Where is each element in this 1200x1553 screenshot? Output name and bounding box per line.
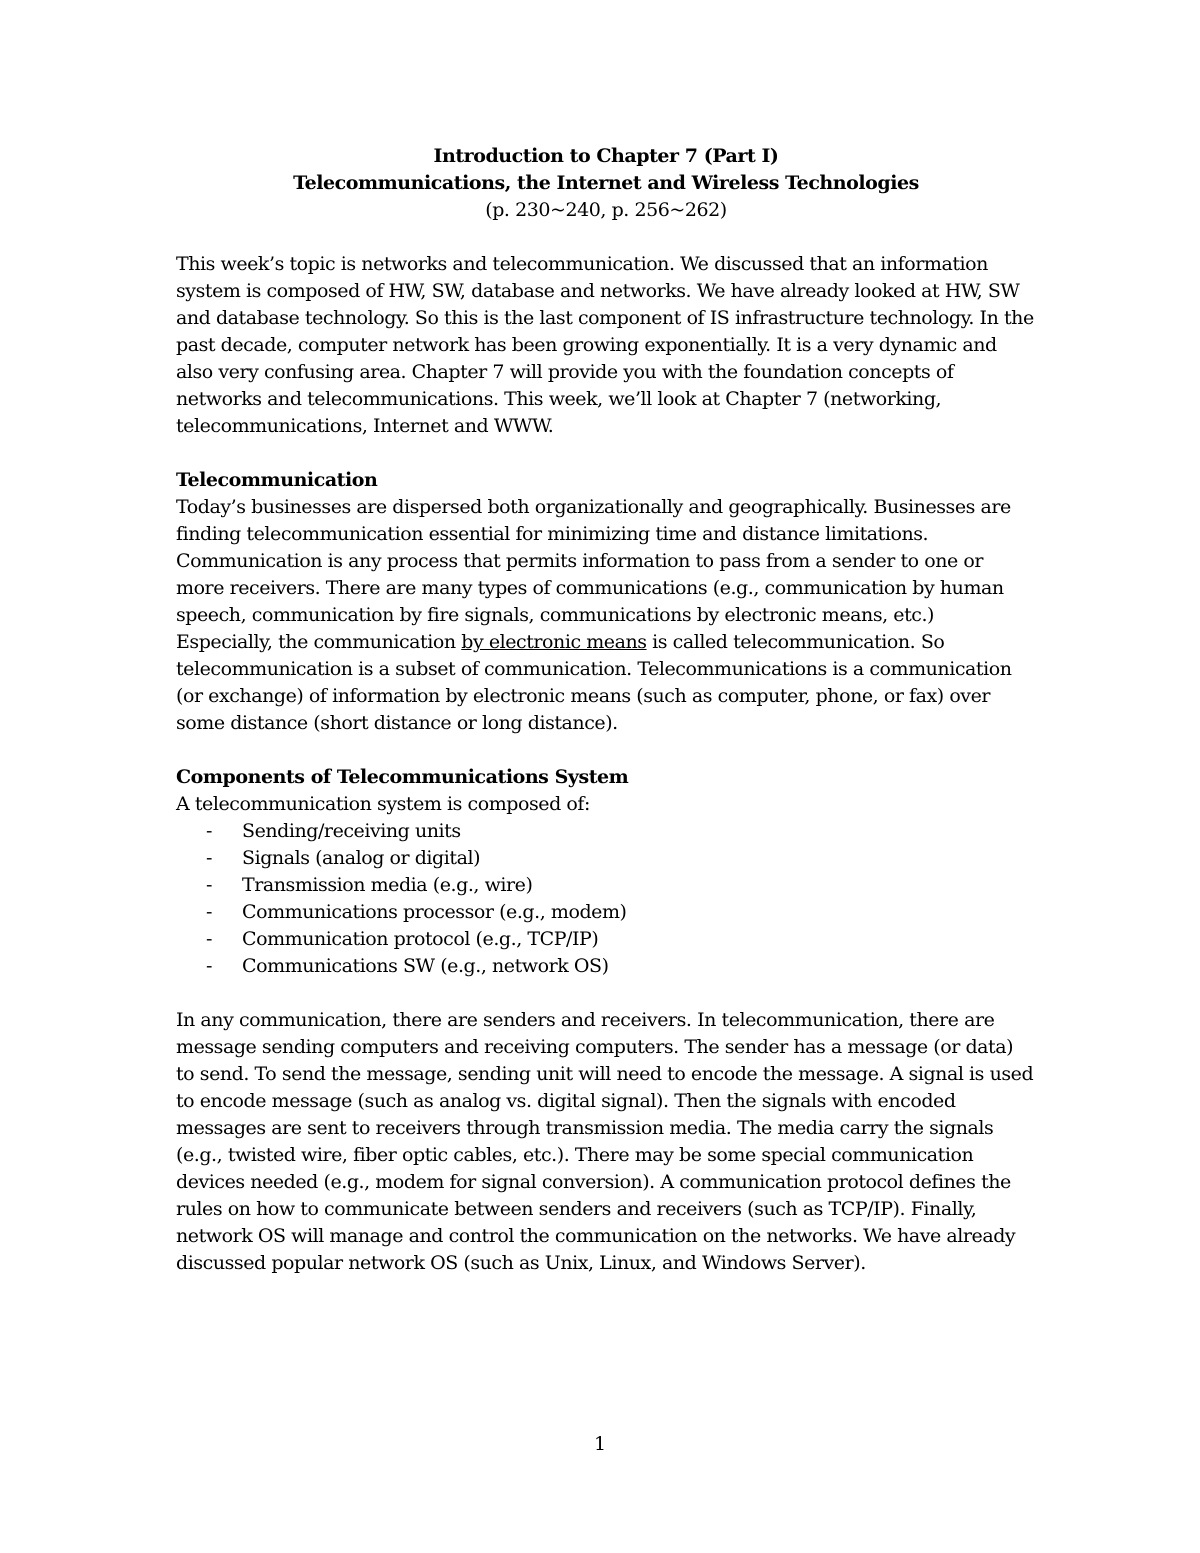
document-title: Introduction to Chapter 7 (Part I) [433,145,779,167]
list-item [176,845,1036,872]
components-section [176,764,1036,980]
list-item [176,899,1036,926]
dash-bullet: - [206,820,212,842]
components-list [176,818,1036,980]
list-item-text: Communication protocol (e.g., TCP/IP) [242,928,599,950]
telecommunication-section [176,467,1036,737]
title-block [176,143,1036,224]
telecommunication-text-end: is called telecommunication. So telecommunication is a subset of communication. Telecommunications is a communication (or exchange) of information by electronic means (such as computer, phone, or fax) over some distance (short distance or long distance). [176,631,1012,734]
list-item-text: Communications processor (e.g., modem) [242,901,627,923]
dash-bullet: - [206,901,212,923]
dash-bullet: - [206,928,212,950]
list-item-text: Sending/receiving units [242,820,461,842]
dash-bullet: - [206,874,212,896]
document-body [176,143,1036,1304]
telecommunication-heading: Telecommunication [176,469,378,491]
intro-paragraph: This week’s topic is networks and telecommunication. We discussed that an information system is composed of HW, SW, database and networks. We have already looked at HW, SW and database technology. So this is the last component of IS infrastructure technology. In the past decade, computer network has been growing exponentially. It is a very dynamic and also very confusing area. Chapter 7 will provide you with the foundation concepts of networks and telecommunications. This week, we’ll look at Chapter 7 (networking, telecommunications, Internet and WWW. [176,253,1034,437]
page-number: 1 [593,1433,607,1455]
dash-bullet: - [206,955,212,977]
list-item [176,926,1036,953]
components-intro: A telecommunication system is composed of: [176,793,590,815]
list-item [176,953,1036,980]
page-range: (p. 230~240, p. 256~262) [485,199,727,221]
list-item-text: Signals (analog or digital) [242,847,481,869]
telecommunication-text-start: Today’s businesses are dispersed both organizationally and geographically. Businesses are finding telecommunication essential for minimizing time and distance limitations. Communication is any process that permits information to pass from a sender to one or more receivers. There are many types of communications (e.g., communication by human speech, communication by fire signals, communications by electronic means, etc.) Especially, the communication [176,496,1011,653]
document-subtitle: Telecommunications, the Internet and Wireless Technologies [293,172,919,194]
dash-bullet: - [206,847,212,869]
components-heading: Components of Telecommunications System [176,766,629,788]
closing-paragraph: In any communication, there are senders and receivers. In telecommunication, there are message sending computers and receiving computers. The sender has a message (or data) to send. To send the message, sending unit will need to encode the message. A signal is used to encode message (such as analog vs. digital signal). Then the signals with encoded messages are sent to receivers through transmission media. The media carry the signals (e.g., twisted wire, fiber optic cables, etc.). There may be some special communication devices needed (e.g., modem for signal conversion). A communication protocol defines the rules on how to communicate between senders and receivers (such as TCP/IP). Finally, network OS will manage and control the communication on the networks. We have already discussed popular network OS (such as Unix, Linux, and Windows Server). [176,1009,1034,1274]
list-item-text: Communications SW (e.g., network OS) [242,955,609,977]
list-item [176,818,1036,845]
underlined-phrase: by electronic means [461,631,647,653]
list-item-text: Transmission media (e.g., wire) [242,874,533,896]
list-item [176,872,1036,899]
